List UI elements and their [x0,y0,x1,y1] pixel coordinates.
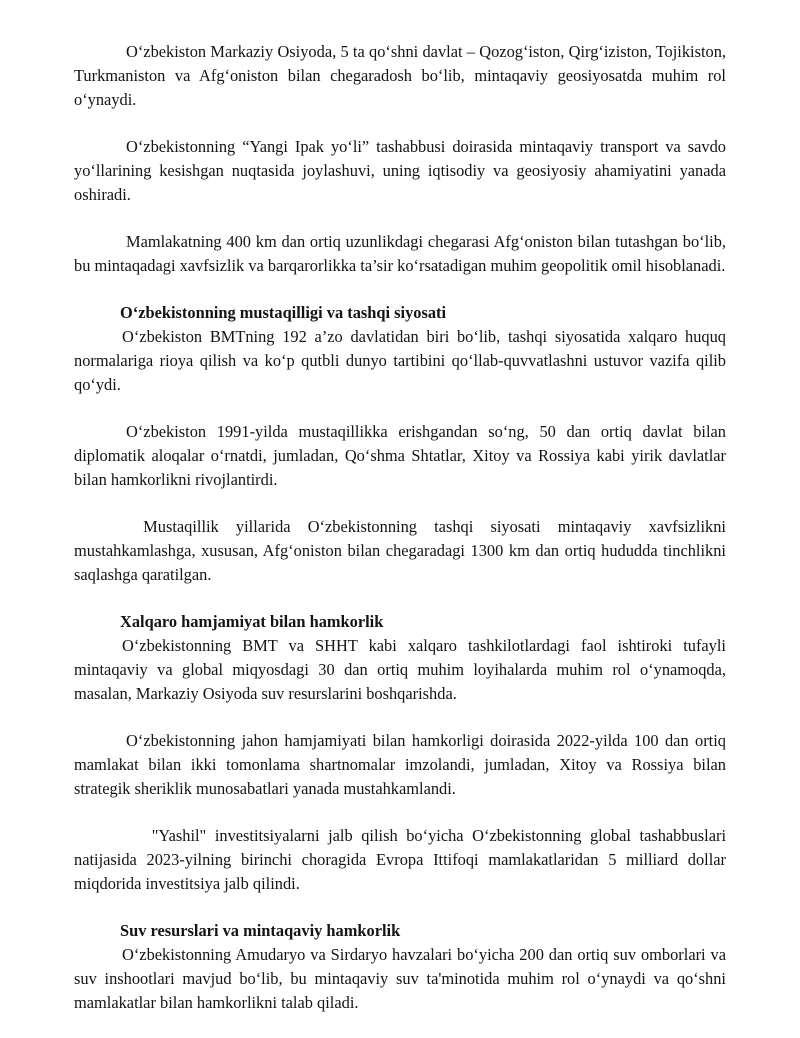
paragraph: Mamlakatning 400 km dan ortiq uzunlikdagi chegarasi Afg‘oniston bilan tutashgan bo‘lib, bu mintaqadagi xavfsizlik va barqarorlikka ta’sir ko‘rsatadigan muhim geopolitik omil hisoblanadi. [74,232,726,275]
paragraph: "Yashil" investitsiyalarni jalb qilish bo‘yicha O‘zbekistonning global tashabbuslari natijasida 2023-yilning birinchi choragida Evropa Ittifoqi mamlakatlaridan 5 milliard dollar miqdorida investitsiya jalb qilindi. [74,826,731,893]
section-heading: Suv resurslari va mintaqaviy hamkorlik [120,921,401,940]
section-heading: O‘zbekistonning mustaqilligi va tashqi siyosati [120,303,447,322]
paragraph: O‘zbekiston 1991-yilda mustaqillikka erishgandan so‘ng, 50 dan ortiq davlat bilan diplomatik aloqalar o‘rnatdi, jumladan, Qo‘shma Shtatlar, Xitoy va Rossiya kabi yirik davlatlar bilan hamkorlikni rivojlantirdi. [74,422,726,489]
paragraph: Mustaqillik yillarida O‘zbekistonning tashqi siyosati mintaqaviy xavfsizlikni mustahkamlashga, xususan, Afg‘oniston bilan chegaradagi 1300 km dan ortiq hududda tinchlikni saqlashga qaratilgan. [74,517,731,584]
paragraph: O‘zbekistonning BMT va SHHT kabi xalqaro tashkilotlardagi faol ishtiroki tufayli mintaqaviy va global miqyosdagi 30 dan ortiq muhim loyihalarda muhim rol o‘ynamoqda, masalan, Markaziy Osiyoda suv resurslarini boshqarishda. [74,636,726,703]
paragraph: O‘zbekistonning jahon hamjamiyati bilan hamkorligi doirasida 2022-yilda 100 dan ortiq mamlakat bilan ikki tomonlama shartnomalar imzolandi, jumladan, Xitoy va Rossiya bilan strategik sheriklik munosabatlari yanada mustahkamlandi. [74,731,726,798]
document-page [74,40,731,1038]
paragraph: O‘zbekiston Markaziy Osiyoda, 5 ta qo‘shni davlat – Qozog‘iston, Qirg‘iziston, Tojikiston, Turkmaniston va Afg‘oniston bilan chegaradosh bo‘lib, mintaqaviy geosiyosatda muhim rol o‘ynaydi. [74,42,726,109]
section-heading: Xalqaro hamjamiyat bilan hamkorlik [120,612,384,631]
paragraph: O‘zbekistonning “Yangi Ipak yo‘li” tashabbusi doirasida mintaqaviy transport va savdo yo‘llarining kesishgan nuqtasida joylashuvi, uning iqtisodiy va geosiyosiy ahamiyatini yanada oshiradi. [74,137,726,204]
paragraph: O‘zbekistonning Amudaryo va Sirdaryo havzalari bo‘yicha 200 dan ortiq suv omborlari va suv inshootlari mavjud bo‘lib, bu mintaqaviy suv ta'minotida muhim rol o‘ynaydi va qo‘shni mamlakatlar bilan hamkorlikni talab qiladi. [74,945,726,1012]
paragraph: O‘zbekiston BMTning 192 a’zo davlatidan biri bo‘lib, tashqi siyosatida xalqaro huquq normalariga rioya qilish va ko‘p qutbli dunyo tartibini qo‘llab-quvvatlashni ustuvor vazifa qilib qo‘ydi. [74,327,726,394]
